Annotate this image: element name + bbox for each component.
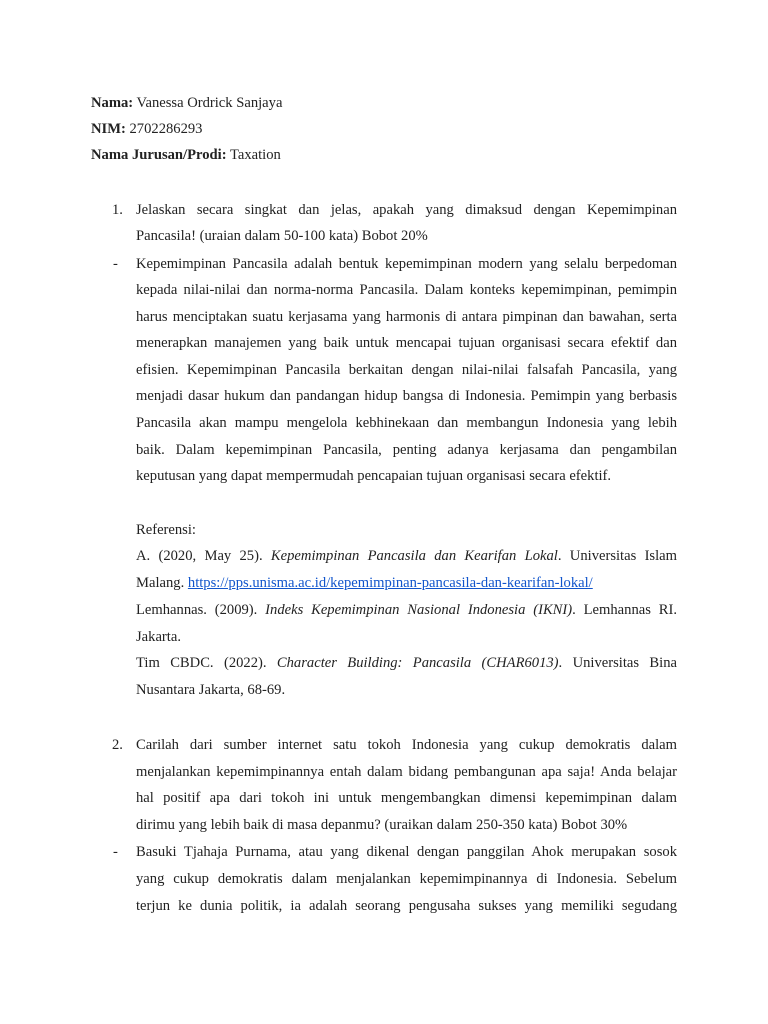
reference-3-publisher: . Universitas Bina — [558, 655, 677, 671]
reference-1-line — [136, 574, 593, 592]
q2-number: 2. — [112, 737, 123, 753]
major-value: Taxation — [226, 147, 281, 163]
reference-1-publisher: . Universitas Islam — [557, 548, 677, 564]
a1-text-line: kepada nilai-nilai dan norma-norma Pancasila. Dalam konteks kepemimpinan, pemimpin — [136, 282, 677, 298]
nim-value: 2702286293 — [125, 121, 203, 137]
q2-text-line: menjalankan kepemimpinannya entah dalam bidang pembangunan apa saja! Anda belajar — [136, 764, 677, 780]
name-value: Vanessa Ordrick Sanjaya — [133, 95, 283, 111]
reference-1-title: Kepemimpinan Pancasila dan Kearifan Lokal — [270, 548, 558, 564]
student-nim-line — [91, 120, 202, 138]
q1-text-line: Pancasila! (uraian dalam 50-100 kata) Bobot 20% — [136, 228, 428, 244]
reference-1-author-date: A. (2020, May 25). — [136, 548, 271, 564]
a2-text-line: yang cukup demokratis dalam menjalankan kepemimpinannya di Indonesia. Sebelum — [136, 871, 677, 887]
reference-1-line — [136, 547, 677, 565]
reference-2-city: Jakarta. — [136, 629, 181, 645]
references-heading: Referensi: — [136, 522, 196, 538]
a1-dash: - — [113, 256, 118, 272]
reference-1-city: Malang. — [136, 575, 188, 591]
reference-2-title: Indeks Kepemimpinan Nasional Indonesia (IKNI) — [265, 602, 573, 618]
a1-text-line: efisien. Kepemimpinan Pancasila berkaitan dengan nilai-nilai falsafah Pancasila, yang — [136, 362, 677, 378]
a1-text-line: keputusan yang dapat mempermudah pencapaian tujuan organisasi secara efektif. — [136, 468, 612, 484]
a2-text-line: terjun ke dunia politik, ia adalah seorang pengusaha sukses yang memiliki segudang — [136, 898, 677, 914]
q1-number: 1. — [112, 202, 123, 218]
a1-text-line: baik. Dalam kepemimpinan Pancasila, penting adanya kerjasama dan pengambilan — [136, 442, 677, 458]
a1-text-line: harus menciptakan suatu kerjasama yang harmonis di antara pimpinan dan bawahan, serta — [136, 309, 677, 325]
nim-label: NIM: — [91, 121, 126, 137]
reference-2-publisher: . Lemhannas RI. — [572, 602, 677, 618]
name-label: Nama: — [91, 95, 134, 111]
reference-2-line — [136, 601, 677, 619]
a1-text-line: menerapkan manajemen yang baik untuk mencapai tujuan organisasi secara efektif dan — [136, 335, 677, 351]
reference-3-line: Nusantara Jakarta, 68-69. — [136, 682, 286, 698]
student-major-line — [91, 146, 281, 164]
a1-text-line: Kepemimpinan Pancasila adalah bentuk kepemimpinan modern yang selalu berpedoman — [136, 256, 677, 272]
major-label: Nama Jurusan/Prodi: — [91, 147, 227, 163]
student-name-line — [91, 94, 282, 112]
q2-text-line: Carilah dari sumber internet satu tokoh Indonesia yang cukup demokratis dalam — [136, 737, 677, 753]
a2-text-line: Basuki Tjahaja Purnama, atau yang dikenal dengan panggilan Ahok merupakan sosok — [136, 844, 677, 860]
reference-2-author-date: Lemhannas. (2009). — [136, 602, 266, 618]
q2-text-line: dirimu yang lebih baik di masa depanmu? (uraikan dalam 250-350 kata) Bobot 30% — [136, 817, 628, 833]
a1-text-line: Pancasila akan mampu mengelola kebhinekaan dan membangun Indonesia yang lebih — [136, 415, 677, 431]
reference-3-line — [136, 654, 677, 672]
q2-text-line: hal positif apa dari tokoh ini untuk mengembangkan dimensi kepemimpinan dalam — [136, 790, 677, 806]
q1-text-line: Jelaskan secara singkat dan jelas, apakah yang dimaksud dengan Kepemimpinan — [136, 202, 677, 218]
a2-dash: - — [113, 844, 118, 860]
a1-text-line: menjadi dasar hukum dan pandangan hidup bangsa di Indonesia. Pemimpin yang berbasis — [136, 388, 677, 404]
reference-3-author-date: Tim CBDC. (2022). — [136, 655, 277, 671]
reference-3-title: Character Building: Pancasila (CHAR6013) — [276, 655, 559, 671]
reference-1-url-link[interactable]: https://pps.unisma.ac.id/kepemimpinan-pancasila-dan-kearifan-lokal/ — [187, 575, 593, 591]
